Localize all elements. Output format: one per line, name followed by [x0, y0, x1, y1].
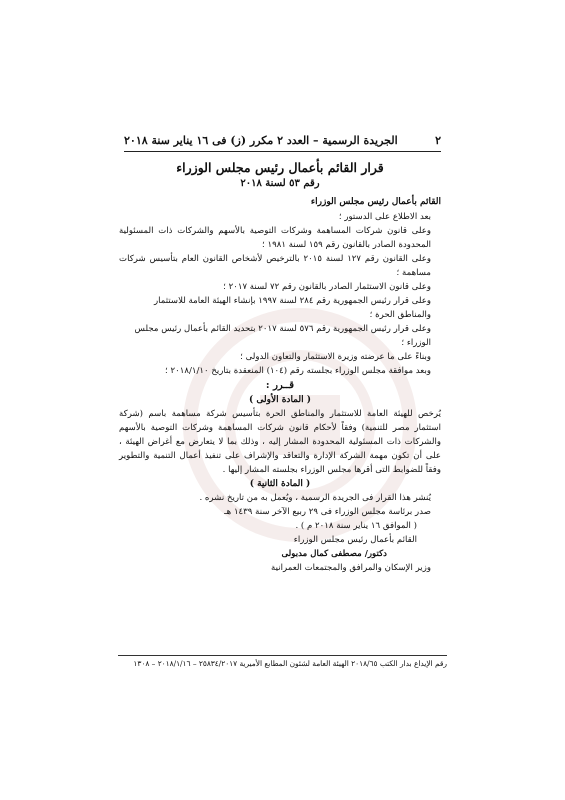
preamble-item: بعد الاطلاع على الدستور ؛	[338, 212, 431, 222]
preamble-item: وبعد موافقة مجلس الوزراء بجلسته رقم (١٠٤) المنعقدة بتاريخ ٢٠١٨/١/١٠ ؛	[165, 366, 431, 376]
preamble-item: وعلى قرار رئيس الجمهورية رقم ٢٨٤ لسنة ١٩٩٧ بإنشاء الهيئة العامة للاستثمار والمناطق الحرة ؛	[153, 296, 431, 320]
article-1-text: يُرخص للهيئة العامة للاستثمار والمناطق الحرة بتأسيس شركة مساهمة باسم (شركة استثمار مصر للتنمية) وفقاً لأحكام قانون شركات المساهمة وشركات التوصية بالأسهم والشركات ذات المسئولية المحدودة المشار إليه ، وذلك بما لا يتعارض مع أغراض الهيئة ، على أن تكون مهمة الشركة الإدارة والتعاقد والإشراف على تنفيذ أعمال التنمية والتطوير وفقاً للضوابط التى أقرها مجلس الوزراء بجلسته المشار إليها .	[119, 409, 441, 475]
issued-line: صدر برئاسة مجلس الوزراء فى ٢٩ ربيع الآخر سنة ١٤٣٩ هـ	[224, 507, 431, 517]
preamble-item: وعلى القانون رقم ١٢٧ لسنة ٢٠١٥ بالترخيص لأشخاص القانون العام بتأسيس شركات مساهمة ؛	[119, 254, 431, 278]
preamble-item: وعلى قانون الاستثمار الصادر بالقانون رقم ٧٢ لسنة ٢٠١٧ ؛	[223, 282, 431, 292]
page-footer: رقم الإيداع بدار الكتب ٢٠١٨/٦٥ الهيئة العامة لشئون المطابع الأميرية ٢٥٨٣٤/٢٠١٧ – ٢٠١٨/١/١٦ – ١٣٠٨	[133, 659, 447, 668]
signature-name: دكتور/ مصطفى كمال مدبولى	[281, 549, 387, 559]
article-2-heading: ( المادة الثانية )	[249, 479, 311, 489]
decree-number: رقم ٥٣ لسنة ٢٠١٨	[240, 178, 320, 189]
header-divider	[124, 151, 441, 152]
preamble-item: وعلى قانون شركات المساهمة وشركات التوصية بالأسهم والشركات ذات المسئولية المحدودة الصادر بالقانون رقم ١٥٩ لسنة ١٩٨١ ؛	[119, 226, 431, 250]
signature-title: القائم بأعمال رئيس مجلس الوزراء	[293, 535, 417, 545]
decided-heading: قــرر :	[265, 380, 295, 391]
article-1-heading: ( المادة الأولى )	[248, 395, 312, 405]
article-2-text: يُنشر هذا القرار فى الجريدة الرسمية ، ويُعمل به من تاريخ نشره .	[199, 493, 431, 503]
signature-role: وزير الإسكان والمرافق والمجتمعات العمرانية	[271, 563, 431, 573]
preamble-item: وبناءً على ما عرضته وزيرة الاستثمار والتعاون الدولى ؛	[240, 352, 431, 362]
decree-title: قرار القائم بأعمال رئيس مجلس الوزراء	[176, 160, 384, 175]
page-number: ٢	[435, 134, 441, 147]
page-header	[124, 134, 441, 147]
date-line: ( الموافق ١٦ يناير سنة ٢٠١٨ م ) .	[295, 521, 417, 531]
running-title: الجريدة الرسمية – العدد ٢ مكرر (ز) فى ١٦ يناير سنة ٢٠١٨	[124, 134, 398, 147]
footer-divider	[118, 655, 447, 656]
decree-issuer: القائم بأعمال رئيس مجلس الوزراء	[310, 197, 441, 207]
decree-body	[119, 160, 441, 575]
preamble-item: وعلى قرار رئيس الجمهورية رقم ٥٧٦ لسنة ٢٠١٧ بتحديد القائم بأعمال رئيس مجلس الوزراء ؛	[134, 324, 431, 348]
